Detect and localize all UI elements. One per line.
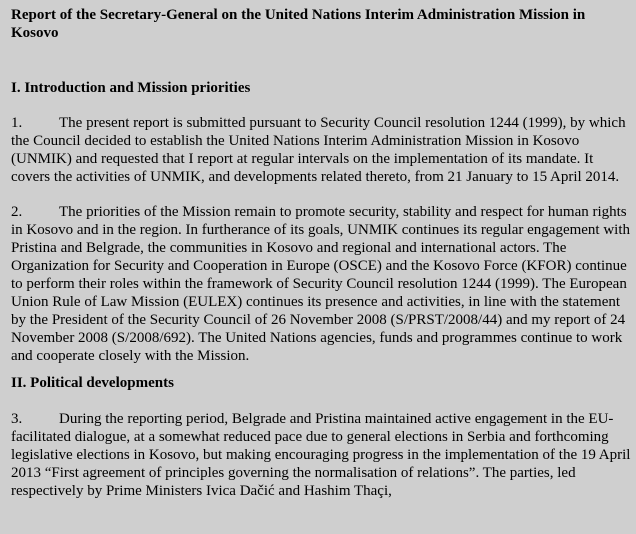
section-heading-introduction: I. Introduction and Mission priorities bbox=[11, 80, 251, 96]
paragraph-2 bbox=[11, 203, 631, 365]
paragraph-text: During the reporting period, Belgrade and Pristina maintained active engagement in the EU-facilitated dialogue, at a somewhat reduced pace due to general elections in Serbia and forthcoming legislative elections in Kosovo, but making encouraging progress in the implementation of the 19 April 2013 “First agreement of principles governing the normalisation of relations”. The parties, led respectively by Prime Ministers Ivica Dačić and Hashim Thaçi, bbox=[11, 411, 631, 499]
paragraph-text: The present report is submitted pursuant to Security Council resolution 1244 (1999), by which the Council decided to establish the United Nations Interim Administration Mission in Kosovo (UNMIK) and requested that I report at regular intervals on the implementation of its mandate. It covers the activities of UNMIK, and developments related thereto, from 21 January to 15 April 2014. bbox=[11, 115, 626, 185]
paragraph-number: 1. bbox=[11, 115, 23, 131]
paragraph-1 bbox=[11, 114, 631, 186]
paragraph-number: 3. bbox=[11, 411, 23, 427]
paragraph-number: 2. bbox=[11, 204, 23, 220]
document-title: Report of the Secretary-General on the United Nations Interim Administration Mission in Kosovo bbox=[11, 7, 586, 41]
paragraph-3 bbox=[11, 410, 631, 500]
section-heading-political-developments: II. Political developments bbox=[11, 375, 174, 391]
paragraph-text: The priorities of the Mission remain to promote security, stability and respect for human rights in Kosovo and in the region. In furtherance of its goals, UNMIK continues its regular engagement with Pristina and Belgrade, the communities in Kosovo and regional and international actors. The Organization for Security and Cooperation in Europe (OSCE) and the Kosovo Force (KFOR) continue to perform their roles within the framework of Security Council resolution 1244 (1999). The European Union Rule of Law Mission (EULEX) continues its presence and activities, in line with the statement by the President of the Security Council of 26 November 2008 (S/PRST/2008/44) and my report of 24 November 2008 (S/2008/692). The United Nations agencies, funds and programmes continue to work and cooperate closely with the Mission. bbox=[11, 204, 631, 364]
